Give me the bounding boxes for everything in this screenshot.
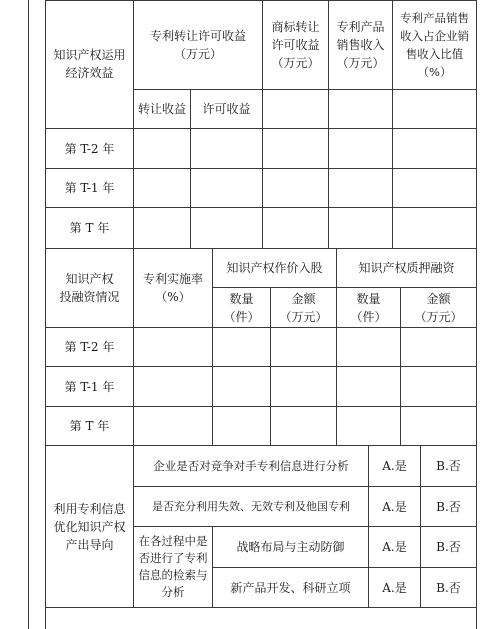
option-yes-q1[interactable]: A.是	[382, 459, 407, 473]
option-no-q2[interactable]: B.否	[436, 499, 461, 514]
implementation-rate-header: 专利实施率 （%）	[142, 272, 203, 304]
option-yes-q3b[interactable]: A.是	[382, 580, 407, 595]
econ-section-title: 知识产权运用 经济效益	[53, 48, 126, 80]
option-no-q3b[interactable]: B.否	[436, 580, 461, 595]
invest-section-title: 知识产权 投融资情况	[59, 272, 120, 304]
trademark-header: 商标转让 许可收益 （万元）	[271, 19, 320, 70]
option-no-q3a[interactable]: B.否	[436, 540, 461, 554]
equity-header: 知识产权作价入股	[226, 261, 323, 275]
question-expired-patents: 是否充分利用失效、无效专利及他国专利	[152, 499, 350, 513]
invest-row-label: 第 T-2 年	[64, 340, 115, 354]
subquestion-new-product-research: 新产品开发、科研立项	[230, 580, 351, 595]
invest-row-label: 第 T-1 年	[64, 379, 115, 394]
pledge-quantity-subheader: 数量 （件）	[350, 291, 387, 324]
pledge-amount-subheader: 金额 （万元）	[414, 291, 463, 324]
ratio-header: 专利产品销售 收入占企业销 售收入比值 （%）	[400, 10, 469, 79]
option-yes-q2[interactable]: A.是	[382, 499, 407, 514]
econ-row-label: 第 T-1 年	[64, 181, 115, 195]
question-process-retrieval: 在各过程中是 否进行了专利 信息的检索与 分析	[138, 534, 208, 599]
pledge-header: 知识产权质押融资	[358, 261, 455, 275]
equity-quantity-subheader: 数量 （件）	[223, 291, 260, 324]
subquestion-strategy-defense: 战略布局与主动防御	[236, 540, 345, 554]
license-income-subheader: 许可收益	[202, 102, 251, 116]
option-yes-q3a[interactable]: A.是	[382, 540, 407, 554]
product-income-header: 专利产品 销售收入 （万元）	[336, 19, 385, 70]
patent-transfer-header: 专利转让许可收益 （万元）	[149, 28, 246, 61]
guide-section-title: 利用专利信息 优化知识产权 产出导向	[53, 501, 126, 552]
question-competitor-analysis: 企业是否对竞争对手专利信息进行分析	[153, 459, 349, 473]
equity-amount-subheader: 金额 （万元）	[279, 291, 328, 324]
option-no-q1[interactable]: B.否	[436, 459, 461, 473]
econ-row-label: 第 T-2 年	[64, 141, 115, 156]
econ-row-label: 第 T 年	[69, 221, 110, 235]
transfer-income-subheader: 转让收益	[137, 102, 186, 116]
invest-row-label: 第 T 年	[69, 419, 110, 433]
